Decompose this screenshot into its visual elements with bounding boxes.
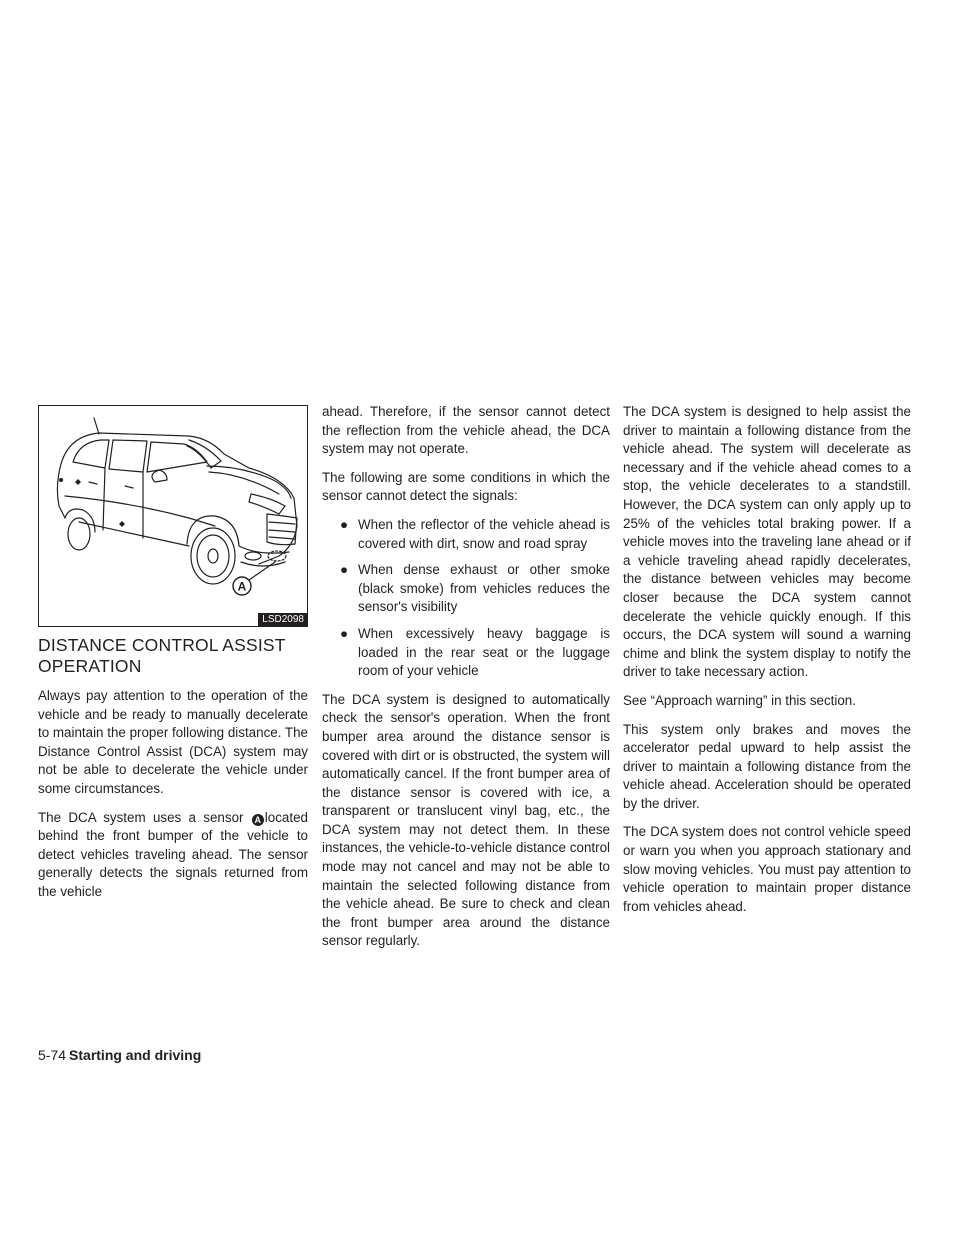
- suv-illustration: [39, 406, 307, 626]
- paragraph: ahead. Therefore, if the sensor cannot detect the reflection from the vehicle ahead, the DCA system may not operate.: [322, 404, 610, 457]
- column-1: [38, 405, 308, 912]
- list-item-text: When excessively heavy baggage is loaded in the rear seat or the luggage room of your vehicle: [358, 625, 610, 679]
- list-item: [340, 625, 610, 681]
- vehicle-figure: [38, 405, 308, 627]
- callout-a-label: A: [237, 579, 247, 594]
- paragraph: The DCA system is designed to help assist the driver to maintain a following distance from the vehicle ahead. The system will decelerate as necessary and if the vehicle ahead comes to a stop, the vehicle decelerates to a standstill. However, the DCA system can only apply up to 25% of the vehicles total braking power. If a vehicle moves into the traveling lane ahead or if a vehicle traveling ahead rapidly decelerates, the distance between vehicles may become closer because the DCA system cannot decelerate the vehicle quickly enough. If this occurs, the DCA system will sound a warning chime and blink the system display to notify the driver to take necessary action.: [623, 404, 911, 680]
- page-footer: [38, 1047, 201, 1063]
- list-item: [340, 516, 610, 553]
- paragraph: This system only brakes and moves the accelerator pedal upward to help assist the driver to maintain a following distance from the vehicle ahead. Acceleration should be operated by the driver.: [623, 721, 911, 811]
- callout-a-icon: A: [252, 814, 264, 826]
- paragraph: [38, 809, 308, 902]
- column-2: [322, 403, 610, 961]
- paragraph: Always pay attention to the operation of the vehicle and be ready to manually decelerate to maintain the proper following distance. The Distance Control Assist (DCA) system may not be able to decelerate the vehicle under some circumstances.: [38, 688, 308, 796]
- paragraph-text: located behind the front bumper of the vehicle to detect vehicles traveling ahead. The sensor generally detects the signals returned from the vehicle: [38, 809, 308, 899]
- paragraph-text: The DCA system uses a sensor: [38, 809, 244, 825]
- column-3: [623, 403, 911, 926]
- list-item: [340, 561, 610, 617]
- bullet-icon: ●: [340, 625, 349, 641]
- figure-code: LSD2098: [258, 613, 307, 626]
- condition-list: [322, 516, 610, 681]
- list-item-text: When dense exhaust or other smoke (black smoke) from vehicles reduces the sensor's visibility: [358, 562, 610, 615]
- page-number: 5-74: [38, 1047, 67, 1063]
- paragraph: The following are some conditions in which the sensor cannot detect the signals:: [322, 469, 610, 504]
- paragraph: The DCA system does not control vehicle speed or warn you when you approach stationary and slow moving vehicles. You must pay attention to vehicle operation to maintain proper distance from vehicles ahead.: [623, 824, 911, 914]
- section-name: Starting and driving: [69, 1047, 202, 1063]
- list-item-text: When the reflector of the vehicle ahead is covered with dirt, snow and road spray: [358, 516, 610, 551]
- bullet-icon: ●: [340, 562, 349, 578]
- bullet-icon: ●: [340, 516, 349, 532]
- section-heading: DISTANCE CONTROL ASSIST OPERATION: [38, 635, 286, 676]
- paragraph: The DCA system is designed to automatically check the sensor's operation. When the front bumper area around the distance sensor is covered with dirt or is obstructed, the system will automatically cancel. If the front bumper area of the distance sensor is covered with ice, a transparent or translucent vinyl bag, etc., the DCA system may not detect them. In these instances, the vehicle-to-vehicle distance control mode may not cancel and may not be able to maintain the selected following distance from the vehicle ahead. Be sure to check and clean the front bumper area around the distance sensor regularly.: [322, 691, 610, 949]
- paragraph: See “Approach warning” in this section.: [623, 692, 856, 708]
